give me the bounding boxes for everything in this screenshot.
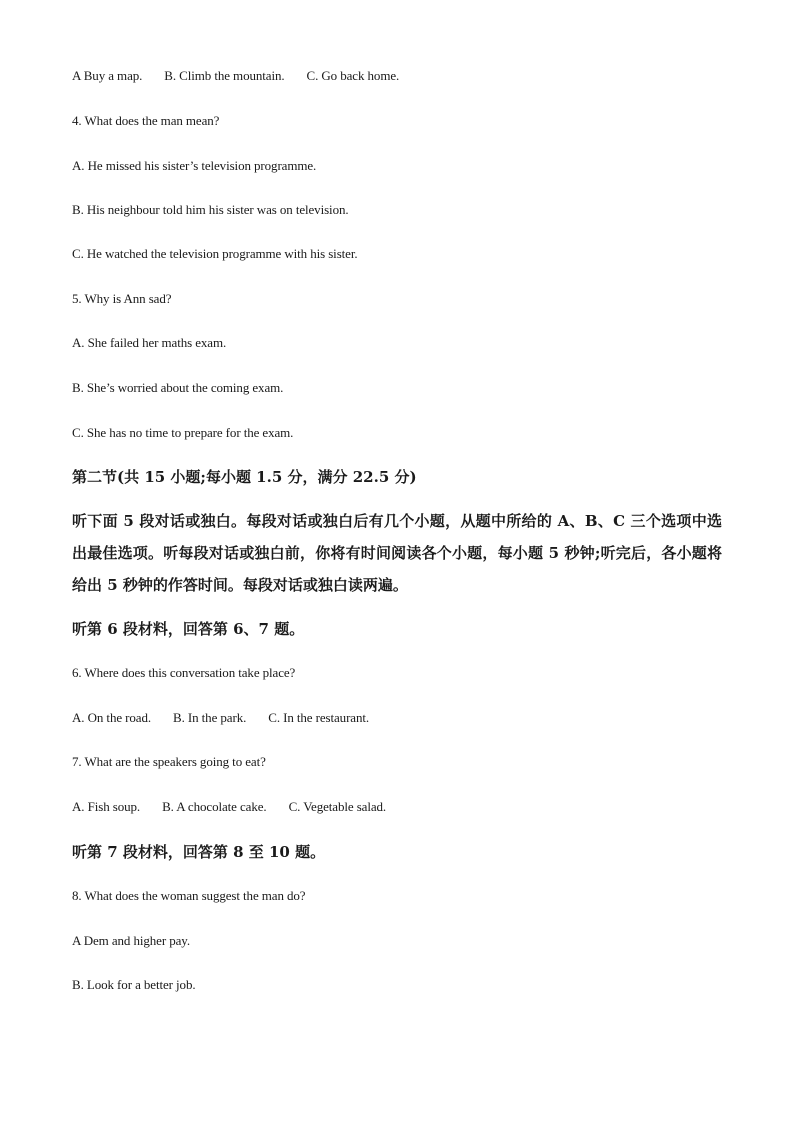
- passage6-heading: 听第 6 段材料，回答第 6、7 题。: [72, 620, 305, 638]
- q7-option-b: B. A chocolate cake.: [162, 799, 267, 814]
- q5-option-a: A. She failed her maths exam.: [72, 335, 227, 350]
- q7-option-c: C. Vegetable salad.: [288, 799, 387, 814]
- q5-question: 5. Why is Ann sad?: [72, 291, 172, 306]
- section-heading: 第二节(共 15 小题;每小题 1.5 分，满分 22.5 分): [72, 468, 417, 486]
- q8-option-b: B. Look for a better job.: [72, 977, 196, 992]
- q7-options: [72, 799, 386, 815]
- q4-option-a: A. He missed his sister’s television programme.: [72, 158, 317, 173]
- q3-options: [72, 68, 399, 84]
- q3-option-b: B. Climb the mountain.: [164, 68, 285, 83]
- q6-question: 6. Where does this conversation take place?: [72, 665, 296, 680]
- q4-question: 4. What does the man mean?: [72, 113, 220, 128]
- q3-option-a: A Buy a map.: [72, 68, 143, 83]
- q8-question: 8. What does the woman suggest the man do?: [72, 888, 306, 903]
- q6-option-a: A. On the road.: [72, 710, 152, 725]
- q5-option-c: C. She has no time to prepare for the exam.: [72, 425, 294, 440]
- q7-option-a: A. Fish soup.: [72, 799, 141, 814]
- q4-option-c: C. He watched the television programme with his sister.: [72, 246, 358, 261]
- q4-option-b: B. His neighbour told him his sister was on television.: [72, 202, 349, 217]
- q6-option-b: B. In the park.: [173, 710, 247, 725]
- q3-option-c: C. Go back home.: [306, 68, 400, 83]
- q6-options: [72, 710, 369, 726]
- section-instructions: 听下面 5 段对话或独白。每段对话或独白后有几个小题，从题中所给的 A、B、C 三个选项中选出最佳选项。听每段对话或独白前，你将有时间阅读各个小题，每小题 5 秒钟;听完后，各小题将给出 5 秒钟的作答时间。每段对话或独白读两遍。: [72, 512, 722, 594]
- q6-option-c: C. In the restaurant.: [268, 710, 370, 725]
- q7-question: 7. What are the speakers going to eat?: [72, 754, 266, 769]
- q5-option-b: B. She’s worried about the coming exam.: [72, 380, 284, 395]
- passage7-heading: 听第 7 段材料，回答第 8 至 10 题。: [72, 843, 326, 861]
- q8-option-a: A Dem and higher pay.: [72, 933, 190, 948]
